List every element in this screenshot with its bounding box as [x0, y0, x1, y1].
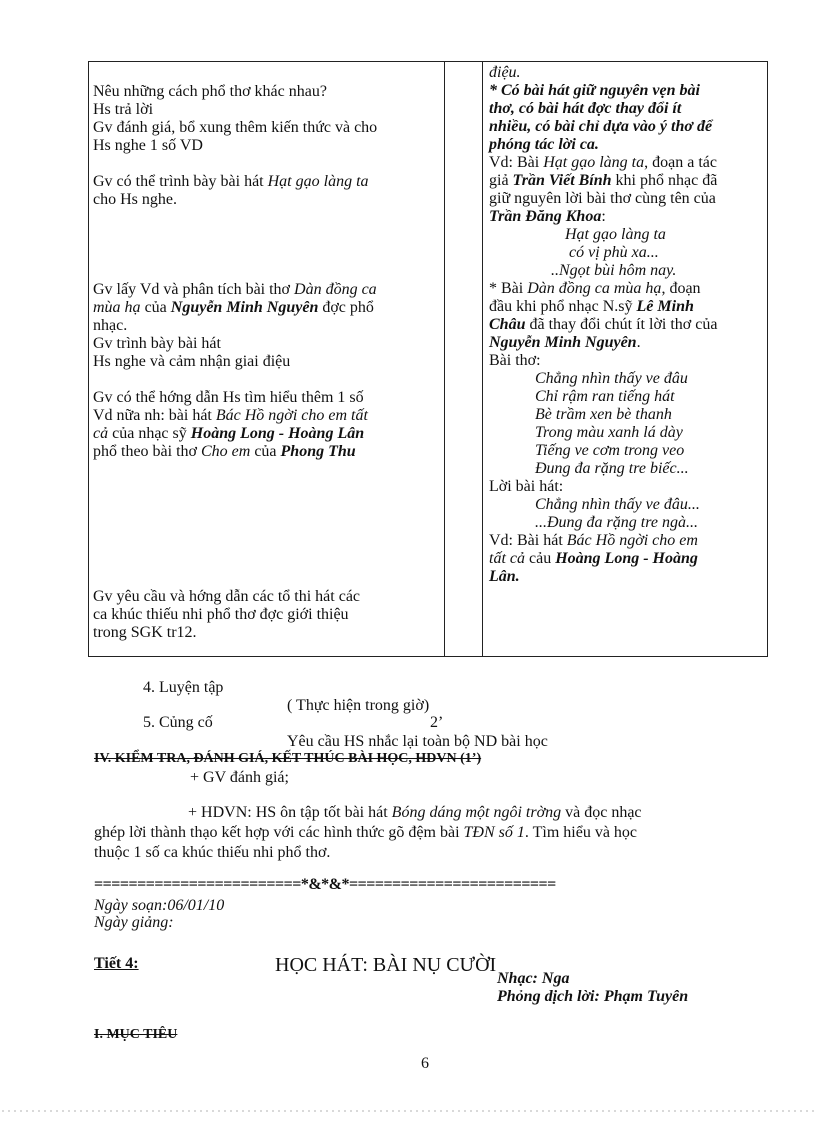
table-line: * Bài Dàn đồng ca mùa hạ, đoạn: [489, 280, 701, 297]
poem-line: ...Đung đa rặng tre ngà...: [535, 514, 698, 531]
table-line: * Có bài hát giữ nguyên vẹn bài: [489, 82, 700, 99]
table-line: Vd nữa nh: bài hát Bác Hồ ngời cho em tất: [93, 407, 368, 424]
lesson-title: HỌC HÁT: BÀI NỤ CƯỜI: [275, 954, 497, 976]
table-blank-line: [93, 155, 438, 173]
poem-line: Tiếng ve cơm trong veo: [535, 442, 685, 459]
lesson-number: Tiết 4:: [94, 955, 139, 972]
table-line: Bài thơ:: [489, 352, 541, 369]
section-5-time: 2’: [430, 714, 444, 731]
page-number: 6: [421, 1055, 429, 1072]
date-prepared: Ngày soạn:06/01/10: [94, 897, 225, 914]
table-line: phổ theo bài thơ Cho em của Phong Thu: [93, 443, 356, 460]
table-line: Hs trả lời: [93, 101, 154, 118]
page-bottom-border: [0, 1108, 816, 1114]
section-4-note: ( Thực hiện trong giờ): [287, 697, 430, 714]
poem-line: Chẳng nhìn thấy ve đâu: [535, 370, 688, 387]
section-4-heading: 4. Luyện tập: [143, 679, 224, 696]
poem-line: có vị phù xa...: [569, 244, 659, 261]
section-5-note: Yêu cầu HS nhắc lại toàn bộ ND bài học: [287, 733, 548, 750]
separator-line: ========================*&*&*========================: [94, 876, 556, 893]
table-line: Hs nghe và cảm nhận giai điệu: [93, 353, 291, 370]
table-divider: [482, 62, 483, 656]
poem-line: Đung đa rặng tre biếc...: [535, 460, 689, 477]
table-line: phóng tác lời ca.: [489, 136, 599, 153]
table-line: đầu khi phổ nhạc N.sỹ Lê Minh: [489, 298, 694, 315]
poem-line: Trong màu xanh lá dày: [535, 424, 683, 441]
table-line: Gv đánh giá, bổ xung thêm kiến thức và cho: [93, 119, 378, 136]
table-line: mùa hạ của Nguyễn Minh Nguyên đợc phổ: [93, 299, 374, 316]
table-line: nhiều, có bài chỉ dựa vào ý thơ để: [489, 118, 713, 135]
table-line: nhạc.: [93, 317, 128, 334]
poem-line: Bè trầm xen bè thanh: [535, 406, 672, 423]
table-line: tất cả cảu Hoàng Long - Hoàng: [489, 550, 698, 567]
table-divider: [444, 62, 445, 656]
table-line: Gv yêu cầu và hớng dẫn các tổ thi hát các: [93, 588, 361, 605]
poem-line: ..Ngọt bùi hôm nay.: [551, 262, 677, 279]
table-line: Gv lấy Vd và phân tích bài thơ Dàn đồng ca: [93, 281, 377, 298]
poem-line: Chẳng nhìn thấy ve đâu...: [535, 496, 700, 513]
table-line: giữ nguyên lời bài thơ cùng tên của: [489, 190, 716, 207]
table-left-column: [93, 281, 438, 461]
hdvn-paragraph: [94, 803, 759, 863]
table-line: điệu.: [489, 64, 521, 81]
hdvn-line: + HDVN: HS ôn tập tốt bài hát Bóng dáng một ngôi trờng và đọc nhạc: [188, 804, 642, 821]
table-line: ca khúc thiếu nhi phổ thơ đợc giới thiệu: [93, 606, 349, 623]
lesson-table: [88, 61, 768, 657]
table-line: Hs nghe 1 số VD: [93, 137, 203, 154]
table-left-column: [93, 83, 438, 209]
table-left-column: [93, 588, 438, 642]
table-line: thơ, có bài hát đợc thay đổi ít: [489, 100, 682, 117]
hdvn-line: thuộc 1 số ca khúc thiếu nhi phổ thơ.: [94, 844, 331, 861]
table-line: cho Hs nghe.: [93, 191, 177, 208]
table-line: Lời bài hát:: [489, 478, 564, 495]
table-line: giả Trần Viết Bính khi phổ nhạc đã: [489, 172, 718, 189]
table-line: Vd: Bài Hạt gạo làng ta, đoạn a tác: [489, 154, 717, 171]
objectives-heading: I. MỤC TIÊU: [94, 1027, 178, 1042]
gv-assessment: + GV đánh giá;: [190, 769, 289, 786]
table-line: Gv có thể hớng dẫn Hs tìm hiểu thêm 1 số: [93, 389, 364, 406]
table-line: Nguyễn Minh Nguyên.: [489, 334, 641, 351]
table-line: cả của nhạc sỹ Hoàng Long - Hoàng Lân: [93, 425, 365, 442]
table-line: Châu đã thay đổi chút ít lời thơ của: [489, 316, 718, 333]
hdvn-line: ghép lời thành thạo kết hợp với các hình thức gõ đệm bài TĐN số 1. Tìm hiểu và học: [94, 824, 638, 841]
table-blank-line: [93, 371, 438, 389]
lyrics-translator: Phỏng dịch lời: Phạm Tuyên: [497, 988, 689, 1005]
table-line: Nêu những cách phổ thơ khác nhau?: [93, 83, 327, 100]
section-5-heading: 5. Củng cố: [143, 714, 213, 731]
date-taught: Ngày giảng:: [94, 914, 174, 931]
table-right-column: [489, 64, 765, 586]
table-line: Vd: Bài hát Bác Hồ ngời cho em: [489, 532, 698, 549]
table-line: trong SGK tr12.: [93, 624, 197, 641]
poem-line: Hạt gạo làng ta: [565, 226, 666, 243]
heading-iv: IV. KIỂM TRA, ĐÁNH GIÁ, KẾT THÚC BÀI HỌC, HDVN (1’): [94, 751, 482, 766]
poem-line: Chỉ rậm ran tiếng hát: [535, 388, 675, 405]
table-line: Gv trình bày bài hát: [93, 335, 221, 352]
music-author: Nhạc: Nga: [497, 970, 570, 987]
table-line: Trần Đăng Khoa:: [489, 208, 606, 225]
table-line: Gv có thể trình bày bài hát Hạt gạo làng ta: [93, 173, 369, 190]
table-line: Lân.: [489, 568, 520, 585]
